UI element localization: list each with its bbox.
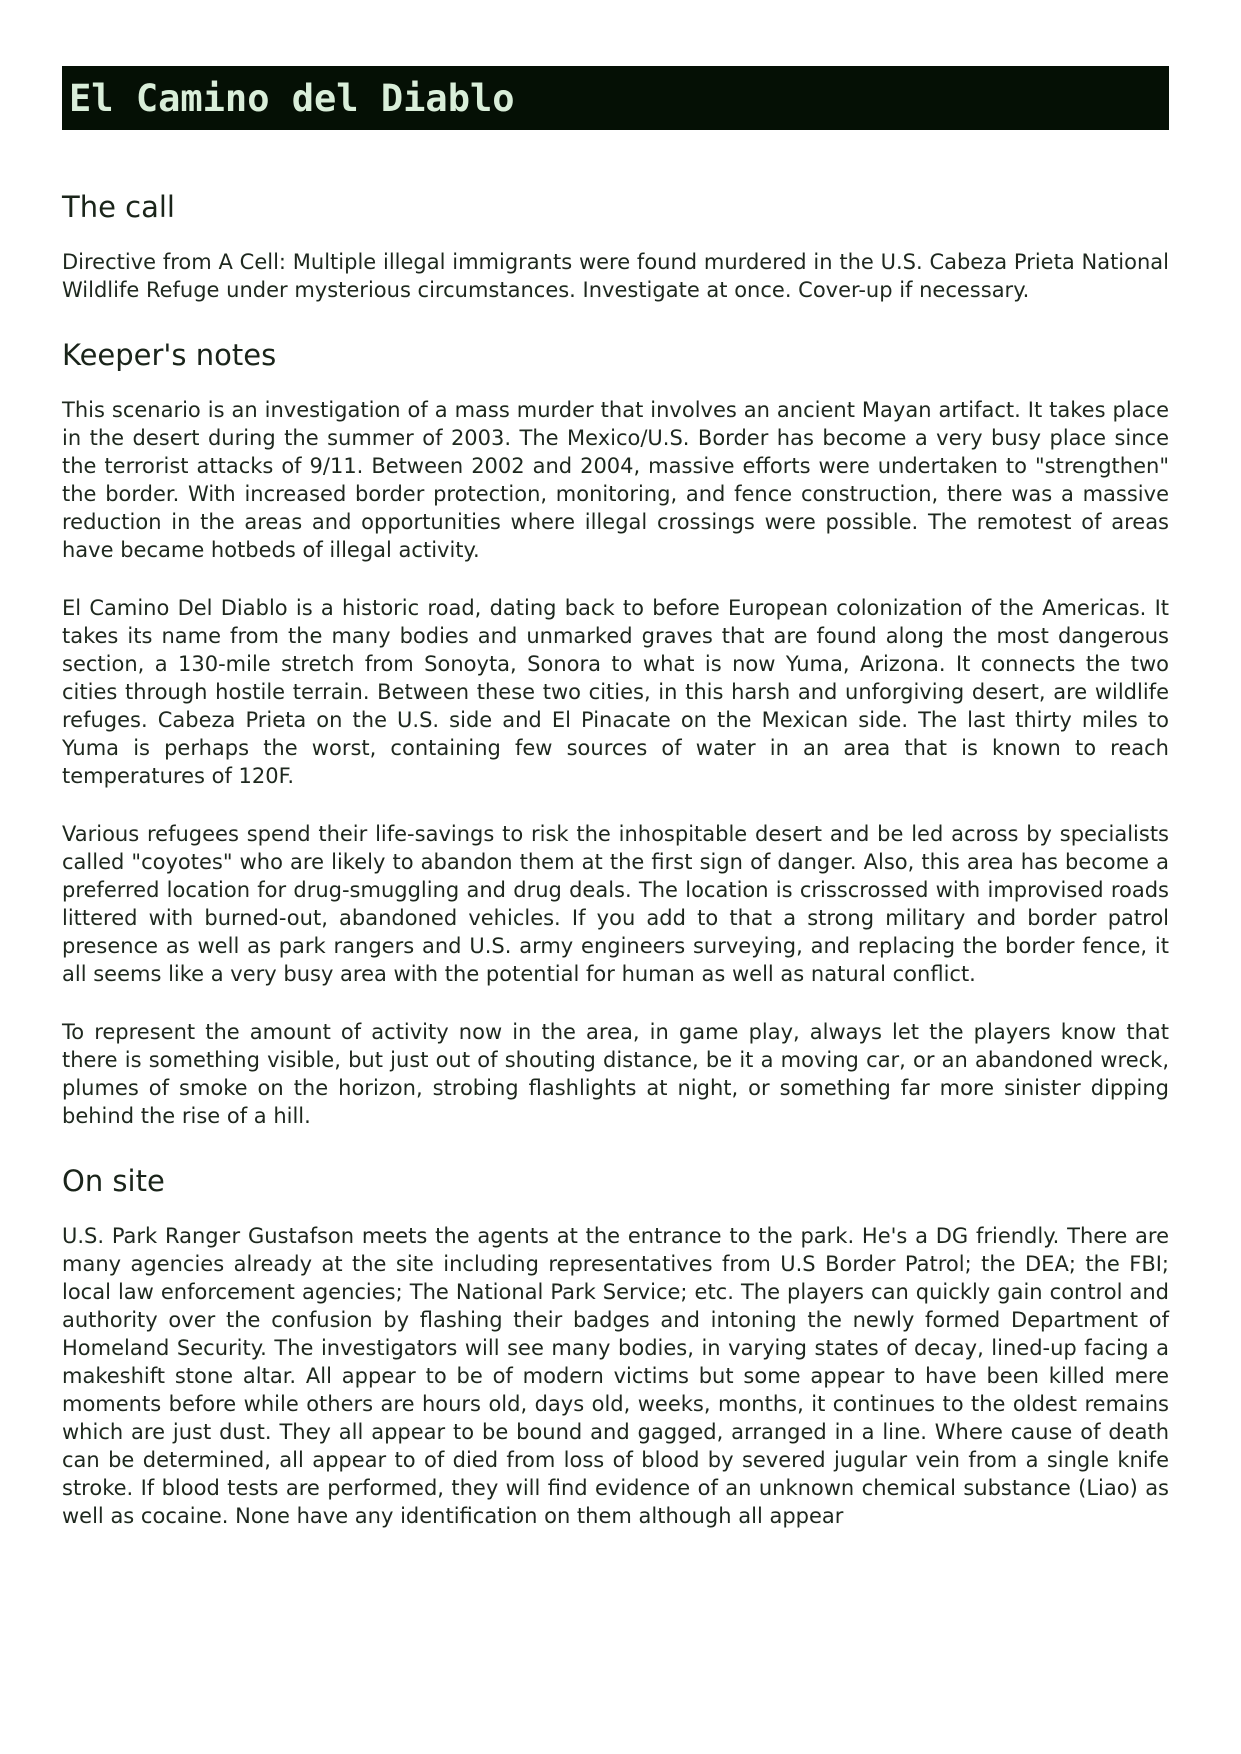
paragraph-scenario-overview: This scenario is an investigation of a mass murder that involves an ancient Mayan artifact. It takes place in the desert during the summer of 2003. The Mexico/U.S. Border has become a very busy place since the terrorist attacks of 9/11. Between 2002 and 2004, massive efforts were undertaken to "strengthen" the border. With increased border protection, monitoring, and fence construction, there was a massive reduction in the areas and opportunities where illegal crossings were possible. The remotest of areas have became hotbeds of illegal activity.	[62, 398, 1169, 562]
paragraph-on-site-scene: U.S. Park Ranger Gustafson meets the agents at the entrance to the park. He's a DG friendly. There are many agencies already at the site including representatives from U.S Border Patrol; the DEA; the FBI; local law enforcement agencies; The National Park Service; etc. The players can quickly gain control and authority over the confusion by flashing their badges and intoning the newly formed Department of Homeland Security. The investigators will see many bodies, in varying states of decay, lined-up facing a makeshift stone altar. All appear to be of modern victims but some appear to have been killed mere moments before while others are hours old, days old, weeks, months, it continues to the oldest remains which are just dust. They all appear to be bound and gagged, arranged in a line. Where cause of death can be determined, all appear to of died from loss of blood by severed jugular vein from a single knife stroke. If blood tests are performed, they will find evidence of an unknown chemical substance (Liao) as well as cocaine. None have any identification on them although all appear	[62, 1224, 1169, 1528]
paragraph-directive: Directive from A Cell: Multiple illegal immigrants were found murdered in the U.S. Cabeza Prieta National Wildlife Refuge under mysterious circumstances. Investigate at once. Cover-up if necessary.	[62, 250, 1169, 302]
paragraph-activity-gameplay: To represent the amount of activity now in the area, in game play, always let the players know that there is something visible, but just out of shouting distance, be it a moving car, or an abandoned wreck, plumes of smoke on the horizon, strobing flashlights at night, or something far more sinister dipping behind the rise of a hill.	[62, 1020, 1169, 1128]
paragraph-historic-road: El Camino Del Diablo is a historic road, dating back to before European colonization of the Americas. It takes its name from the many bodies and unmarked graves that are found along the most dangerous section, a 130-mile stretch from Sonoyta, Sonora to what is now Yuma, Arizona. It connects the two cities through hostile terrain. Between these two cities, in this harsh and unforgiving desert, are wildlife refuges. Cabeza Prieta on the U.S. side and El Pinacate on the Mexican side. The last thirty miles to Yuma is perhaps the worst, containing few sources of water in an area that is known to reach temperatures of 120F.	[62, 596, 1169, 788]
section-heading-on-site: On site	[62, 1164, 165, 1198]
page-title: El Camino del Diablo	[69, 76, 515, 120]
section-on-site	[62, 1164, 1169, 1530]
section-heading-keepers-notes: Keeper's notes	[62, 338, 277, 372]
title-banner	[62, 66, 1169, 130]
section-keepers-notes	[62, 338, 1169, 1130]
document-body	[62, 190, 1169, 1530]
section-the-call	[62, 190, 1169, 304]
paragraph-refugees-coyotes: Various refugees spend their life-savings to risk the inhospitable desert and be led across by specialists called "coyotes" who are likely to abandon them at the first sign of danger. Also, this area has become a preferred location for drug-smuggling and drug deals. The location is crisscrossed with improvised roads littered with burned-out, abandoned vehicles. If you add to that a strong military and border patrol presence as well as park rangers and U.S. army engineers surveying, and replacing the border fence, it all seems like a very busy area with the potential for human as well as natural conflict.	[62, 822, 1169, 986]
section-heading-the-call: The call	[62, 190, 175, 224]
